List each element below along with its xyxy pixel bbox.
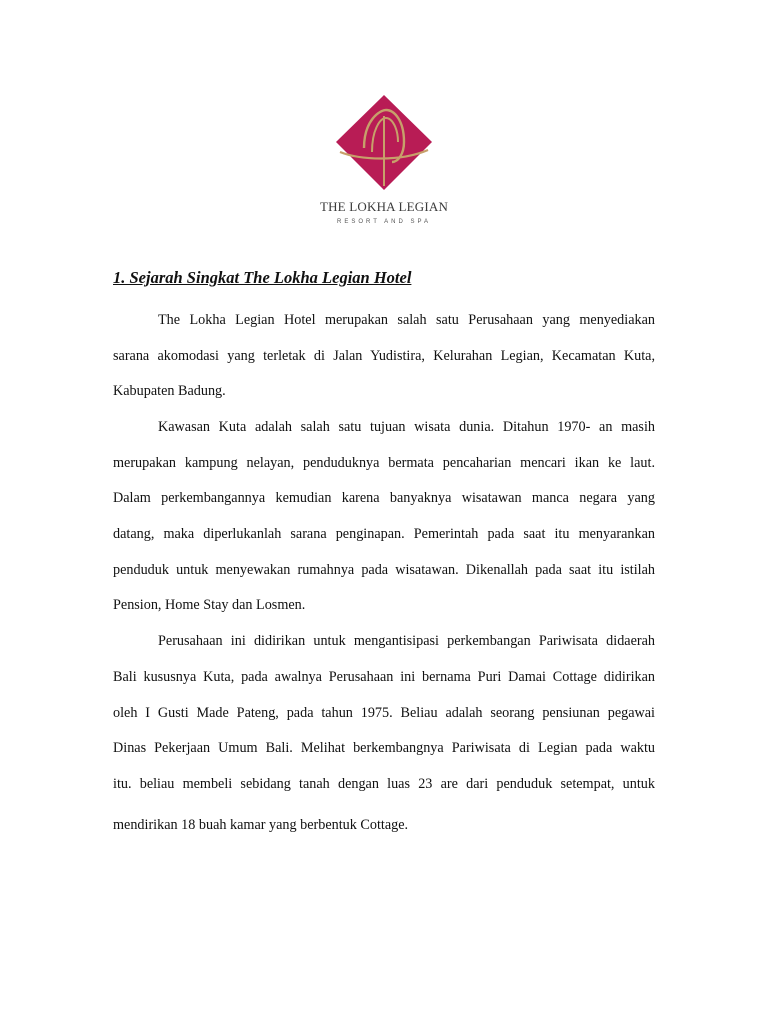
paragraph-line: merupakan kampung nelayan, penduduknya bermata pencaharian mencari ikan ke laut. — [113, 455, 655, 471]
paragraph-line: datang, maka diperlukanlah sarana penginapan. Pemerintah pada saat itu menyarankan — [113, 526, 655, 542]
paragraph-line: Kabupaten Badung. — [113, 383, 226, 399]
paragraph-line: Dinas Pekerjaan Umum Bali. Melihat berkembangnya Pariwisata di Legian pada waktu — [113, 740, 655, 756]
paragraph-line: Kawasan Kuta adalah salah satu tujuan wisata dunia. Ditahun 1970- an masih — [158, 419, 655, 435]
logo-tagline: RESORT AND SPA — [336, 219, 432, 225]
paragraph-line: The Lokha Legian Hotel merupakan salah satu Perusahaan yang menyediakan — [158, 312, 655, 328]
paragraph-line: itu. beliau membeli sebidang tanah dengan luas 23 are dari penduduk setempat, untuk — [113, 776, 655, 792]
paragraph-line: penduduk untuk menyewakan rumahnya pada wisatawan. Dikenallah pada saat itu istilah — [113, 562, 655, 578]
paragraph-line: Perusahaan ini didirikan untuk mengantisipasi perkembangan Pariwisata didaerah — [158, 633, 655, 649]
paragraph-line: mendirikan 18 buah kamar yang berbentuk Cottage. — [113, 817, 409, 833]
paragraph-line: Pension, Home Stay dan Losmen. — [113, 597, 306, 613]
paragraph-line: oleh I Gusti Made Pateng, pada tahun 1975. Beliau adalah seorang pensiunan pegawai — [113, 705, 655, 721]
section-heading: 1. Sejarah Singkat The Lokha Legian Hotel — [113, 268, 412, 287]
logo-name: THE LOKHA LEGIAN — [319, 199, 449, 214]
paragraph-line: Dalam perkembangannya kemudian karena banyaknya wisatawan manca negara yang — [113, 490, 655, 506]
diamond-emblem-icon — [300, 90, 468, 195]
hotel-logo — [300, 90, 468, 235]
paragraph-line: Bali kususnya Kuta, pada awalnya Perusahaan ini bernama Puri Damai Cottage didirikan — [113, 669, 655, 685]
paragraph-line: sarana akomodasi yang terletak di Jalan Yudistira, Kelurahan Legian, Kecamatan Kuta, — [113, 348, 655, 364]
